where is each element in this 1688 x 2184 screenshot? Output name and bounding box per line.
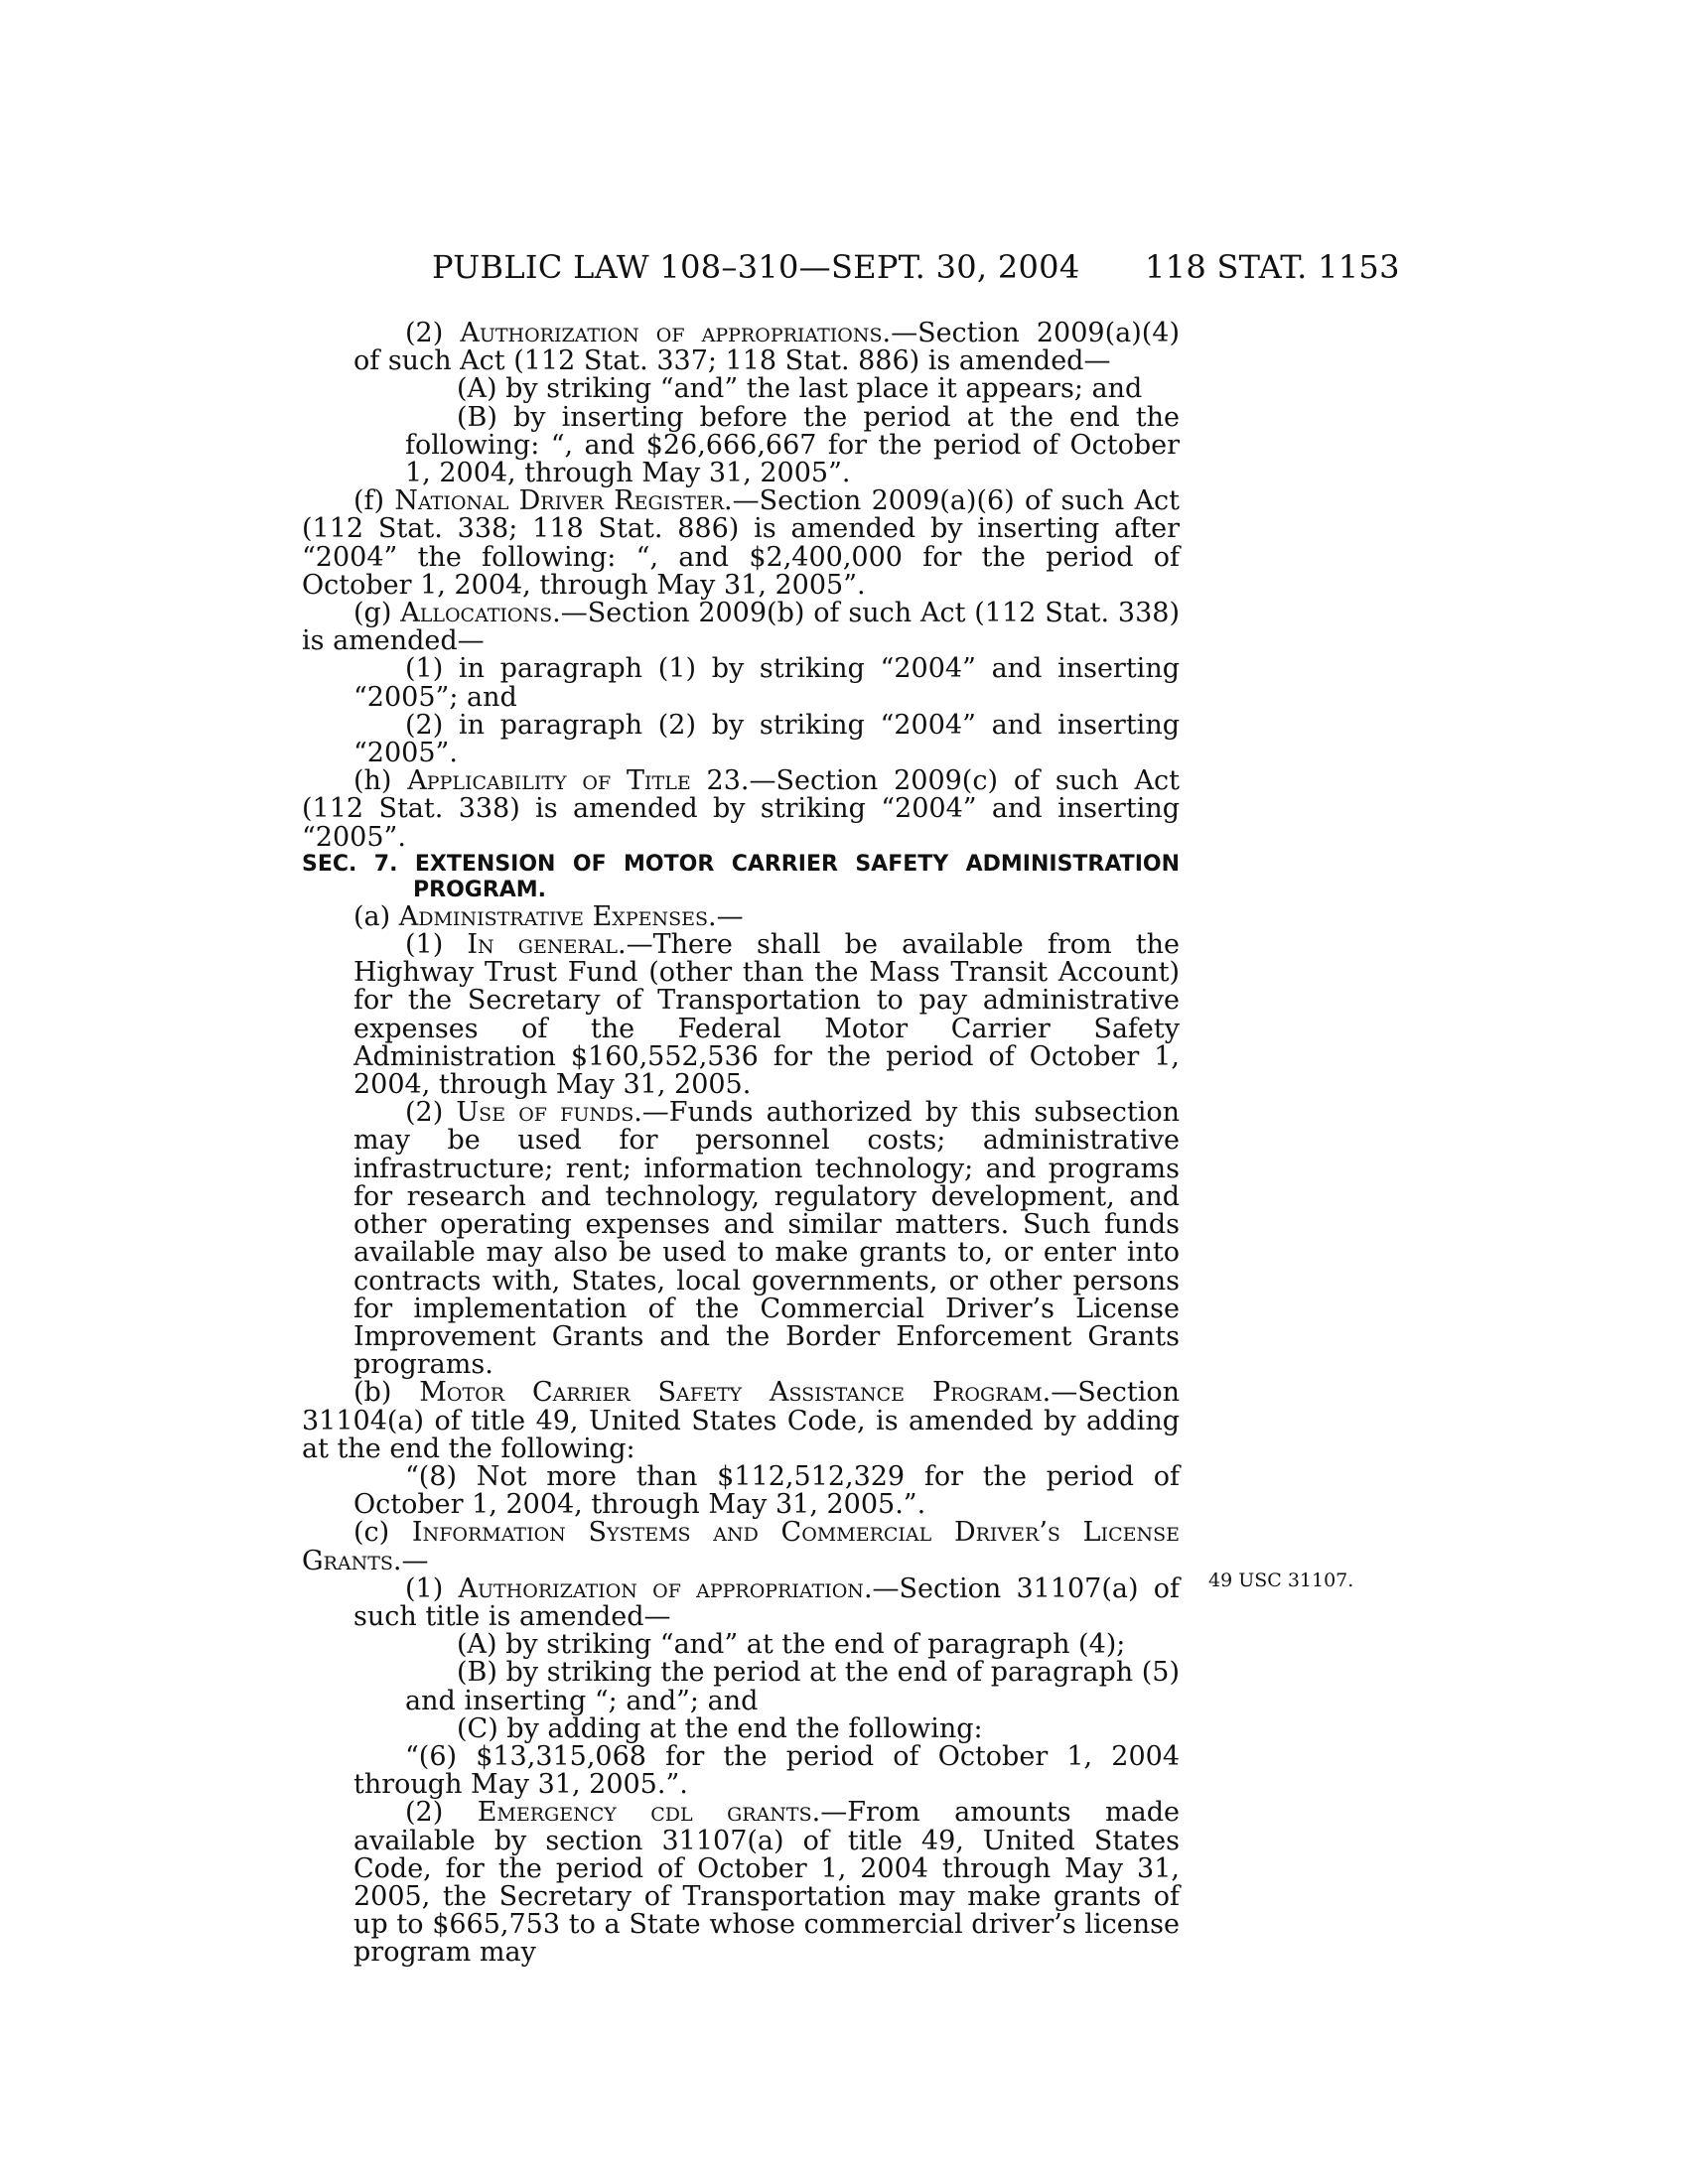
subsection-h: (h) Applicability of Title 23.—Section 2009(c) of such Act (112 Stat. 338) is amended by striking “2004” and inserting “2005”.: [302, 765, 1181, 853]
paragraph-2-authorization: (2) Authorization of appropriations.—Section 2009(a)(4) of such Act (112 Stat. 337; 118 Stat. 886) is amended—: [353, 318, 1181, 377]
paragraph-g-1: (1) in paragraph (1) by striking “2004” and inserting “2005”; and: [353, 653, 1180, 713]
subparagraph-b: (B) by inserting before the period at the end the following: “, and $26,666,667 for the period of October 1, 2004, through May 31, 2005”.: [405, 401, 1180, 489]
subsection-f: (f) National Driver Register.—Section 2009(a)(6) of such Act (112 Stat. 338; 118 Stat. 886) is amended by inserting after “2004” the following: “, and $2,400,000 for the period of October 1, 2004, through May 31, 2005”.: [302, 485, 1180, 601]
paragraph-g-2: (2) in paragraph (2) by striking “2004” and inserting “2005”.: [353, 709, 1180, 769]
page-citation: 118 STAT. 1153: [1145, 248, 1400, 286]
quoted-paragraph-6: “(6) $13,315,068 for the period of October 1, 2004 through May 31, 2005.”.: [353, 1740, 1180, 1801]
subparagraph-c-a: (A) by striking “and” at the end of paragraph (4);: [457, 1629, 1126, 1661]
page-body: [302, 320, 1180, 1968]
subsection-c: (c) Information Systems and Commercial Driver’s License Grants.—: [302, 1517, 1180, 1576]
subparagraph-c-c: (C) by adding at the end the following:: [457, 1712, 983, 1744]
subparagraph-c-b: (B) by striking the period at the end of paragraph (5) and inserting “; and”; and: [405, 1657, 1180, 1716]
running-head: PUBLIC LAW 108–310—SEPT. 30, 2004: [432, 248, 1080, 286]
paragraph-a-1: (1) In general.—There shall be available from the Highway Trust Fund (other than the Mass Transit Account) for the Secretary of Transportation to pay administrative expenses of the Federal Motor Carrier Safety Administration $160,552,536 for the period of October 1, 2004, through May 31, 2005.: [353, 929, 1181, 1101]
section-heading: SEC. 7. EXTENSION OF MOTOR CARRIER SAFETY ADMINISTRATION PROGRAM.: [302, 851, 1180, 902]
subsection-g: (g) Allocations.—Section 2009(b) of such Act (112 Stat. 338) is amended—: [302, 598, 1180, 657]
subsection-a: (a) Administrative Expenses.—: [353, 900, 744, 932]
subparagraph-a: (A) by striking “and” the last place it appears; and: [457, 373, 1143, 405]
paragraph-c-2: (2) Emergency cdl grants.—From amounts made available by section 31107(a) of title 49, United States Code, for the period of October 1, 2004 through May 31, 2005, the Secretary of Transportation may make grants of up to $665,753 to a State whose commercial driver’s license program may: [353, 1797, 1180, 1969]
margin-citation: 49 USC 31107.: [1208, 1570, 1354, 1591]
paragraph-a-2: (2) Use of funds.—Funds authorized by this subsection may be used for personnel costs; administrative infrastructure; rent; information technology; and programs for research and technology, regulatory development, and other operating expenses and similar matters. Such funds available may also be used to make grants to, or enter into contracts with, States, local governments, or other persons for implementation of the Commercial Driver’s License Improvement Grants and the Border Enforcement Grants programs.: [353, 1097, 1180, 1381]
paragraph-c-1: (1) Authorization of appropriation.—Section 31107(a) of such title is amended—: [353, 1572, 1181, 1632]
subsection-b: (b) Motor Carrier Safety Assistance Program.—Section 31104(a) of title 49, United States Code, is amended by adding at the end the following:: [302, 1377, 1180, 1464]
quoted-paragraph-8: “(8) Not more than $112,512,329 for the period of October 1, 2004, through May 31, 2005.”.: [353, 1460, 1180, 1521]
